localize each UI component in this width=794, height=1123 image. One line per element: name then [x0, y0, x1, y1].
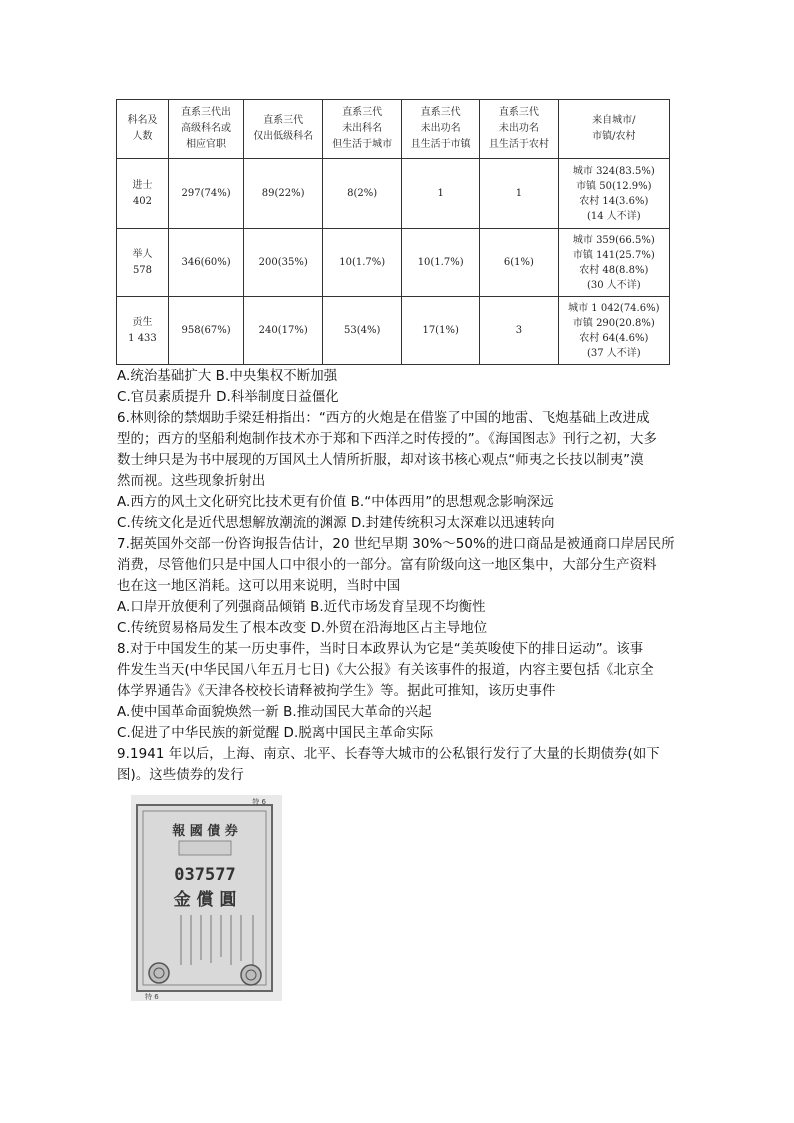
table-cell: 297(74%): [168, 159, 243, 229]
table-cell: 240(17%): [244, 297, 323, 365]
header-line: 但生活于城市: [332, 139, 393, 150]
header-line: 科名及: [127, 115, 158, 126]
origin-cell: [558, 297, 669, 365]
origin-line: 城市 359(66.5%): [572, 234, 655, 246]
bond-top-text: 報 國 債 券: [172, 824, 238, 839]
option-line: C.传统贸易格局发生了根本改变 D.外贸在沿海地区占主导地位: [117, 621, 488, 636]
table-row: [117, 159, 670, 229]
header-line: 直系三代: [263, 115, 304, 126]
header-line: 直系三代: [342, 107, 383, 118]
header-cell: [558, 100, 669, 159]
table-row: [117, 229, 670, 297]
table-cell: 958(67%): [168, 297, 243, 365]
header-line: 未出功名: [498, 123, 539, 134]
corner-label: 特 6: [252, 798, 266, 806]
option-line: C.传统文化是近代思想解放潮流的渊源 D.封建传统积习太深难以迅速转向: [117, 516, 555, 531]
question-text: 9.1941 年以后，上海、南京、北平、长春等大城市的公私银行发行了大量的长期债券(如下: [117, 747, 660, 762]
origin-line: 市镇 290(20.8%): [572, 317, 655, 329]
bond-serial: 037577: [174, 865, 236, 885]
option-line: A.口岸开放便利了列强商品倾销 B.近代市场发育呈现不均衡性: [117, 600, 486, 615]
header-line: 且生活于农村: [488, 139, 549, 150]
header-cell: [117, 100, 169, 159]
question-text: 7.据英国外交部一份咨询报告估计，20 世纪早期 30%～50%的进口商品是被通商口岸居民所: [117, 537, 675, 552]
question-text: 也在这一地区消耗。这可以用来说明，当时中国: [117, 579, 401, 594]
row-name: 进士: [132, 179, 153, 191]
origin-line: (37 人不详): [586, 347, 641, 359]
table-cell: 1: [402, 159, 480, 229]
header-line: 未出功名: [420, 123, 461, 134]
origin-cell: [558, 159, 669, 229]
table-cell: 10(1.7%): [323, 229, 402, 297]
origin-line: 农村 48(8.8%): [579, 264, 649, 276]
origin-line: (30 人不详): [586, 279, 641, 291]
option-line: A.统治基础扩大 B.中央集权不断加强: [117, 369, 338, 384]
option-line: A.西方的风土文化研究比技术更有价值 B.“中体西用”的思想观念影响深远: [117, 495, 554, 510]
header-cell: [168, 100, 243, 159]
option-line: A.使中国革命面貌焕然一新 B.推动国民大革命的兴起: [117, 705, 432, 720]
imperial-exam-table: [116, 99, 670, 365]
question-text: 数士绅只是为书中展现的万国风土人情所折服，却对该书核心观点“师夷之长技以制夷”漠: [117, 453, 644, 468]
origin-cell: [558, 229, 669, 297]
origin-line: 城市 1 042(74.6%): [568, 302, 660, 314]
header-line: 仅出低级科名: [253, 131, 314, 142]
header-line: 相应官职: [186, 139, 227, 150]
seal-icon: [241, 965, 261, 985]
row-name: 举人: [132, 248, 153, 260]
table-cell: 1: [480, 159, 558, 229]
header-cell: [323, 100, 402, 159]
option-line: C.促进了中华民族的新觉醒 D.脱离中国民主革命实际: [117, 726, 434, 741]
header-cell: [480, 100, 558, 159]
question-text: 消费，尽管他们只是中国人口中很小的一部分。富有阶级向这一地区集中，大部分生产资料: [117, 558, 657, 573]
header-line: 高级科名或: [181, 123, 232, 134]
question-text: 件发生当天(中华民国八年五月七日)《大公报》有关该事件的报道，内容主要包括《北京全: [117, 663, 654, 678]
table-header-row: [117, 100, 670, 159]
row-name-cell: [117, 229, 169, 297]
origin-line: 农村 14(3.6%): [579, 195, 649, 207]
question-text: 6.林则徐的禁烟助手梁廷枏指出：“西方的火炮是在借鉴了中国的地雷、飞炮基础上改进成: [117, 411, 650, 426]
table-cell: 89(22%): [244, 159, 323, 229]
origin-line: (14 人不详): [586, 210, 641, 222]
bond-title: 金 償 圓: [173, 890, 237, 910]
header-line: 市镇/农村: [592, 131, 636, 142]
table-cell: 200(35%): [244, 229, 323, 297]
row-count: 1 433: [128, 332, 157, 344]
seal-icon: [149, 963, 169, 983]
question-text: 体学界通告》《天津各校校长请释被拘学生》等。据此可推知，该历史事件: [117, 684, 556, 699]
table-cell: 346(60%): [168, 229, 243, 297]
header-line: 未出科名: [342, 123, 383, 134]
question-text: 然而视。这些现象折射出: [117, 474, 266, 489]
table-cell: 6(1%): [480, 229, 558, 297]
header-line: 且生活于市镇: [410, 139, 471, 150]
row-name-cell: [117, 297, 169, 365]
question-text: 图)。这些债券的发行: [117, 768, 244, 783]
question-text: 8.对于中国发生的某一历史事件，当时日本政界认为它是“美英唆使下的排日运动”。该事: [117, 642, 644, 657]
header-cell: [402, 100, 480, 159]
table-cell: 8(2%): [323, 159, 402, 229]
origin-line: 市镇 50(12.9%): [576, 180, 652, 192]
table-cell: 17(1%): [402, 297, 480, 365]
bond-image: [131, 795, 282, 1001]
origin-line: 农村 64(4.6%): [579, 332, 649, 344]
header-line: 直系三代出: [181, 107, 232, 118]
origin-line: 城市 324(83.5%): [572, 165, 655, 177]
header-line: 直系三代: [420, 107, 461, 118]
row-count: 402: [132, 195, 153, 207]
header-cell: [244, 100, 323, 159]
corner-label: 特 6: [145, 993, 159, 1001]
row-name: 贡生: [132, 316, 153, 328]
row-name-cell: [117, 159, 169, 229]
table-cell: 10(1.7%): [402, 229, 480, 297]
header-line: 来自城市/: [592, 115, 636, 126]
header-line: 人数: [132, 131, 153, 142]
row-count: 578: [132, 264, 153, 276]
question-text: 型的；西方的坚船利炮制作技术亦于郑和下西洋之时传授的”。《海国图志》刊行之初，大多: [117, 432, 657, 447]
table-row: [117, 297, 670, 365]
table-cell: 53(4%): [323, 297, 402, 365]
table-cell: 3: [480, 297, 558, 365]
option-line: C.官员素质提升 D.科举制度日益僵化: [117, 390, 339, 405]
origin-line: 市镇 141(25.7%): [572, 249, 655, 261]
header-line: 直系三代: [498, 107, 539, 118]
